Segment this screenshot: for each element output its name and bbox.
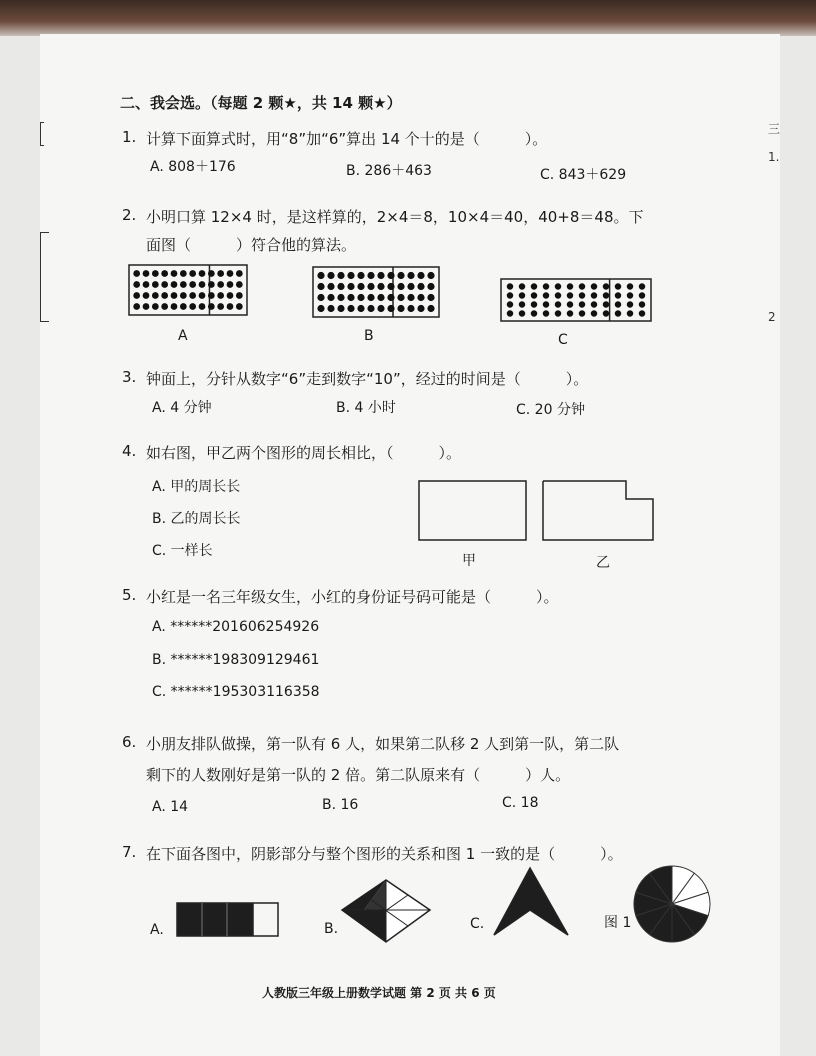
question-text: 面图（ ）符合他的算法。 <box>146 236 357 254</box>
dot <box>567 301 573 307</box>
dot <box>171 292 178 299</box>
dot <box>579 292 585 298</box>
dot <box>397 305 404 312</box>
dot <box>161 303 168 310</box>
dot <box>543 283 549 289</box>
dot <box>347 272 354 279</box>
dot <box>397 294 404 301</box>
figure-label-b: B <box>364 328 374 344</box>
dot <box>407 305 414 312</box>
dot <box>397 272 404 279</box>
dot <box>367 272 374 279</box>
dot <box>377 305 384 312</box>
dot <box>427 272 434 279</box>
dot <box>199 292 206 299</box>
dot <box>417 283 424 290</box>
dot <box>627 310 633 316</box>
question-text: 小朋友排队做操，第一队有 6 人，如果第二队移 2 人到第一队，第二队 <box>146 735 620 753</box>
dot <box>143 270 150 277</box>
dot <box>217 281 224 288</box>
dot <box>543 310 549 316</box>
option-a: A. <box>150 922 164 938</box>
dot <box>199 303 206 310</box>
dot <box>407 283 414 290</box>
dot <box>227 303 234 310</box>
dot <box>627 283 633 289</box>
dot <box>591 283 597 289</box>
dot <box>567 310 573 316</box>
dot <box>531 283 537 289</box>
figure-label-yi: 乙 <box>596 555 610 571</box>
dot <box>579 283 585 289</box>
dot <box>377 272 384 279</box>
option-c: C. 18 <box>502 795 539 811</box>
dot <box>161 281 168 288</box>
notched-rectangle-yi <box>542 480 656 542</box>
dot <box>507 310 513 316</box>
dot <box>367 294 374 301</box>
dot <box>133 292 140 299</box>
dot <box>189 292 196 299</box>
dot <box>327 294 334 301</box>
dot <box>387 294 394 301</box>
dot <box>507 292 513 298</box>
dot <box>567 292 573 298</box>
dot <box>567 283 573 289</box>
dot <box>367 283 374 290</box>
dot-array-b <box>312 266 440 318</box>
shaded-kite-figure <box>340 878 432 944</box>
dot <box>337 294 344 301</box>
dot <box>639 310 645 316</box>
figure-label-fig1: 图 1 <box>604 915 632 931</box>
option-b: B. 286＋463 <box>346 163 432 179</box>
dot <box>236 303 243 310</box>
option-b: B. ******198309129461 <box>152 652 320 668</box>
option-c: C. 一样长 <box>152 543 213 559</box>
dot <box>317 305 324 312</box>
dot <box>417 294 424 301</box>
dot <box>387 272 394 279</box>
side-mark: 2 <box>768 310 776 324</box>
dot <box>591 292 597 298</box>
dot <box>417 305 424 312</box>
dot <box>543 292 549 298</box>
dot-array-a <box>128 264 248 316</box>
option-b: B. 4 小时 <box>336 400 396 416</box>
option-b: B. <box>324 921 339 937</box>
dot <box>543 301 549 307</box>
dot <box>555 283 561 289</box>
dot <box>377 283 384 290</box>
dot <box>579 301 585 307</box>
section-title: 二、我会选。（每题 2 颗★，共 14 颗★） <box>120 94 402 112</box>
dot <box>639 292 645 298</box>
dot <box>143 292 150 299</box>
dot <box>531 310 537 316</box>
dot <box>199 270 206 277</box>
sector-circle-figure-1 <box>632 864 712 944</box>
dot <box>208 281 215 288</box>
dot <box>337 305 344 312</box>
binding-mark <box>40 122 44 146</box>
dot <box>427 305 434 312</box>
binding-mark <box>40 232 49 322</box>
question-text: 计算下面算式时，用“8”加“6”算出 14 个十的是（ ）。 <box>146 130 548 148</box>
question-number: 6. <box>122 733 137 751</box>
question-number: 1. <box>122 128 137 146</box>
dot <box>133 270 140 277</box>
dot <box>579 310 585 316</box>
dot <box>603 292 609 298</box>
dot <box>507 301 513 307</box>
dot <box>407 272 414 279</box>
option-c: C. 20 分钟 <box>516 402 585 418</box>
dot <box>327 283 334 290</box>
dot <box>603 310 609 316</box>
question-text: 剩下的人数刚好是第一队的 2 倍。第二队原来有（ ）人。 <box>146 766 571 784</box>
dot <box>507 283 513 289</box>
option-a: A. 甲的周长长 <box>152 479 241 495</box>
dot <box>180 281 187 288</box>
shaded-bar-figure <box>176 902 280 938</box>
side-mark: 1. <box>768 150 780 164</box>
question-number: 3. <box>122 368 137 386</box>
option-a: A. ******201606254926 <box>152 619 320 635</box>
option-c: C. 843＋629 <box>540 167 627 183</box>
dot <box>317 283 324 290</box>
figure-label-c: C <box>558 332 568 348</box>
question-text: 如右图，甲乙两个图形的周长相比，（ ）。 <box>146 444 462 462</box>
dot <box>152 303 159 310</box>
question-number: 4. <box>122 442 137 460</box>
dot <box>199 281 206 288</box>
dot <box>615 310 621 316</box>
option-a: A. 14 <box>152 799 189 815</box>
rectangle-jia <box>418 480 528 542</box>
dot <box>208 292 215 299</box>
dot <box>555 292 561 298</box>
dot <box>189 270 196 277</box>
dot <box>161 270 168 277</box>
question-text: 钟面上，分针从数字“6”走到数字“10”，经过的时间是（ ）。 <box>146 370 589 388</box>
dot <box>427 294 434 301</box>
dot <box>427 283 434 290</box>
dot <box>357 305 364 312</box>
dot <box>152 281 159 288</box>
dot <box>227 270 234 277</box>
shaded-arrowhead-figure <box>492 866 570 938</box>
dot <box>555 301 561 307</box>
dot <box>603 283 609 289</box>
dot <box>217 292 224 299</box>
dot <box>615 292 621 298</box>
dot <box>227 292 234 299</box>
dot <box>180 270 187 277</box>
dot <box>519 292 525 298</box>
dot <box>357 272 364 279</box>
dot <box>639 301 645 307</box>
dot <box>161 292 168 299</box>
dot <box>357 294 364 301</box>
dot <box>143 281 150 288</box>
dot <box>347 283 354 290</box>
dot <box>133 281 140 288</box>
dot <box>397 283 404 290</box>
dot-array-c <box>500 278 652 322</box>
dot <box>591 310 597 316</box>
dot <box>627 292 633 298</box>
dot <box>180 303 187 310</box>
side-mark: 三 <box>768 122 781 136</box>
dot <box>217 303 224 310</box>
dot <box>133 303 140 310</box>
dot <box>603 301 609 307</box>
dot <box>171 281 178 288</box>
dot <box>337 272 344 279</box>
dot <box>519 283 525 289</box>
dot <box>327 305 334 312</box>
option-c: C. ******195303116358 <box>152 684 320 700</box>
dot <box>236 270 243 277</box>
dot <box>407 294 414 301</box>
dot <box>180 292 187 299</box>
figure-label-a: A <box>178 328 188 344</box>
dot <box>337 283 344 290</box>
question-number: 5. <box>122 586 137 604</box>
question-text: 小红是一名三年级女生，小红的身份证号码可能是（ ）。 <box>146 588 559 606</box>
dot <box>555 310 561 316</box>
dot <box>189 281 196 288</box>
figure-label-jia: 甲 <box>462 553 476 569</box>
option-b: B. 16 <box>322 797 359 813</box>
dot <box>347 305 354 312</box>
dot <box>357 283 364 290</box>
dot <box>615 301 621 307</box>
dot <box>639 283 645 289</box>
dot <box>317 272 324 279</box>
dot <box>171 270 178 277</box>
dot <box>519 310 525 316</box>
dot <box>227 281 234 288</box>
dot <box>236 281 243 288</box>
photo-top-edge <box>0 0 816 36</box>
option-a: A. 4 分钟 <box>152 400 212 416</box>
dot <box>327 272 334 279</box>
question-text: 小明口算 12×4 时，是这样算的，2×4＝8，10×4＝40，40+8＝48。下 <box>146 208 644 226</box>
dot <box>615 283 621 289</box>
dot <box>417 272 424 279</box>
dot <box>377 294 384 301</box>
page-footer: 人教版三年级上册数学试题 第 2 页 共 6 页 <box>262 986 496 1000</box>
dot <box>143 303 150 310</box>
question-text: 在下面各图中，阴影部分与整个图形的关系和图 1 一致的是（ ）。 <box>146 845 623 863</box>
option-a: A. 808＋176 <box>150 159 236 175</box>
dot <box>189 303 196 310</box>
dot <box>317 294 324 301</box>
option-c: C. <box>470 916 485 932</box>
dot <box>627 301 633 307</box>
dot <box>387 283 394 290</box>
dot <box>236 292 243 299</box>
dot <box>387 305 394 312</box>
dot <box>152 270 159 277</box>
dot <box>591 301 597 307</box>
dot <box>171 303 178 310</box>
dot <box>347 294 354 301</box>
dot <box>531 292 537 298</box>
dot <box>208 270 215 277</box>
option-b: B. 乙的周长长 <box>152 511 241 527</box>
dot <box>152 292 159 299</box>
dot <box>519 301 525 307</box>
question-number: 7. <box>122 843 137 861</box>
dot <box>208 303 215 310</box>
question-number: 2. <box>122 206 137 224</box>
dot <box>217 270 224 277</box>
dot <box>531 301 537 307</box>
dot <box>367 305 374 312</box>
